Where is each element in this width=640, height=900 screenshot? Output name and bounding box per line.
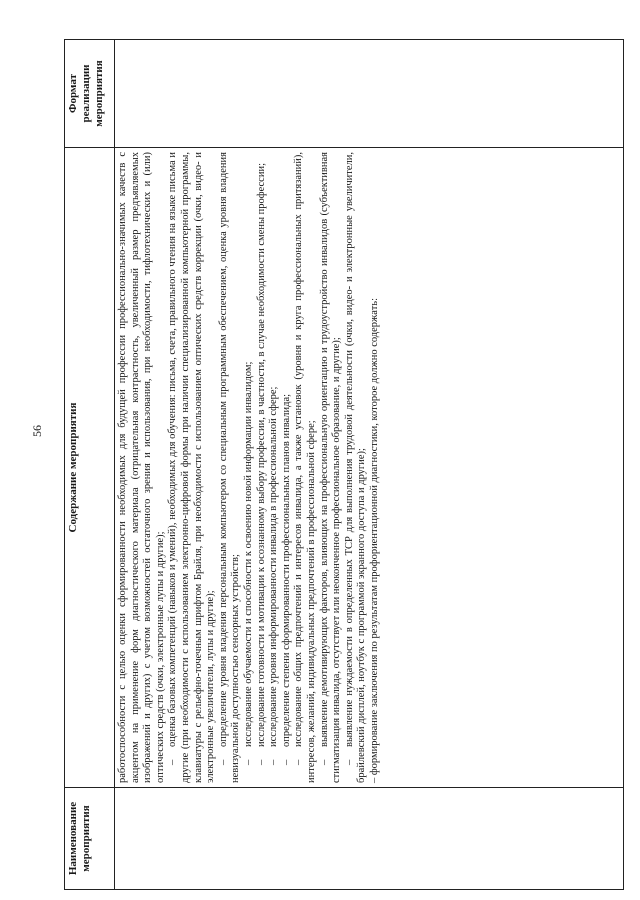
header-event-format: Формат реализации мероприятия (65, 40, 115, 148)
page-number: 56 (30, 425, 44, 437)
list-item: –определение уровня владения персональным компьютером со специальным программным обеспечением, оценка уровня владения невизуальной доступностью сенсорных устройств; (217, 152, 242, 783)
list-item: –выявление демотивирующих факторов, влияющих на профессиональную ориентацию и трудоустройство инвалидов (субъективная стигматизация инвалида, отсутствует или неоконченное профессиональное образование, и другие); (318, 152, 343, 783)
list-item: –определение степени сформированности профессиональных планов инвалида; (280, 393, 292, 765)
list-item: –исследование обучаемости и способности к освоению новой информации инвалидом; (242, 361, 254, 765)
header-event-content: Содержание мероприятия (65, 148, 115, 788)
cell-event-format (115, 40, 624, 148)
header-event-name: Наименование мероприятия (65, 788, 115, 890)
list-item: –исследование общих предпочтений и интересов инвалида, а также установок (уровня и круга профессиональных притязаний), интересов, желаний, индивидуальных предпочтений в профессиональной сфере; (293, 152, 317, 783)
list-item: –оценка базовых компетенций (навыков и умений), необходимых для обучения: письма, счета, правильного чтения на языке письма и другие (при необходимости с использованием электронно-цифровой формы при наличии специализированной компьютерной программы, клавиатуры с рельефно-точечным шрифтом Брайля, при необходимости с использованием оптических средств коррекции (очки, видео- и электронные увеличители, лупы и другие); (167, 152, 217, 783)
list-item: –исследование уровня информированности инвалида в профессиональной сфере; (268, 386, 280, 765)
list-item: –выявление нуждаемости в определенных ТСР для выполнения трудовой деятельности (очки, видео- и электронные увеличители, брайлевский дисплей, ноутбук с программой экранного доступа и другие); (343, 152, 368, 783)
content-intro: работоспособности с целью оценки сформированности необходимых для будущей профессии профессионально-значимых качеств с акцентом на применение форм диагностического материала (отрицательная контрастность, увеличенный размер предъявляемых изображений и других) с учетом возможностей остаточного зрения и использования, при необходимости, тифлотехнических и (или) оптических средств (очки, электронные лупы и другие); (117, 152, 166, 783)
list-item-final: – формирование заключения по результатам профориентационной диагностики, которое должно содержать: (368, 298, 380, 783)
table-header-row (65, 40, 115, 890)
table-row (115, 40, 624, 890)
rotated-page (64, 40, 624, 890)
cell-event-content (115, 148, 624, 788)
events-table (64, 39, 624, 890)
list-item: –исследование готовности и мотивации к осознанному выбору профессии, в частности, в случае необходимости смены профессии; (255, 163, 267, 765)
cell-event-name (115, 788, 624, 890)
